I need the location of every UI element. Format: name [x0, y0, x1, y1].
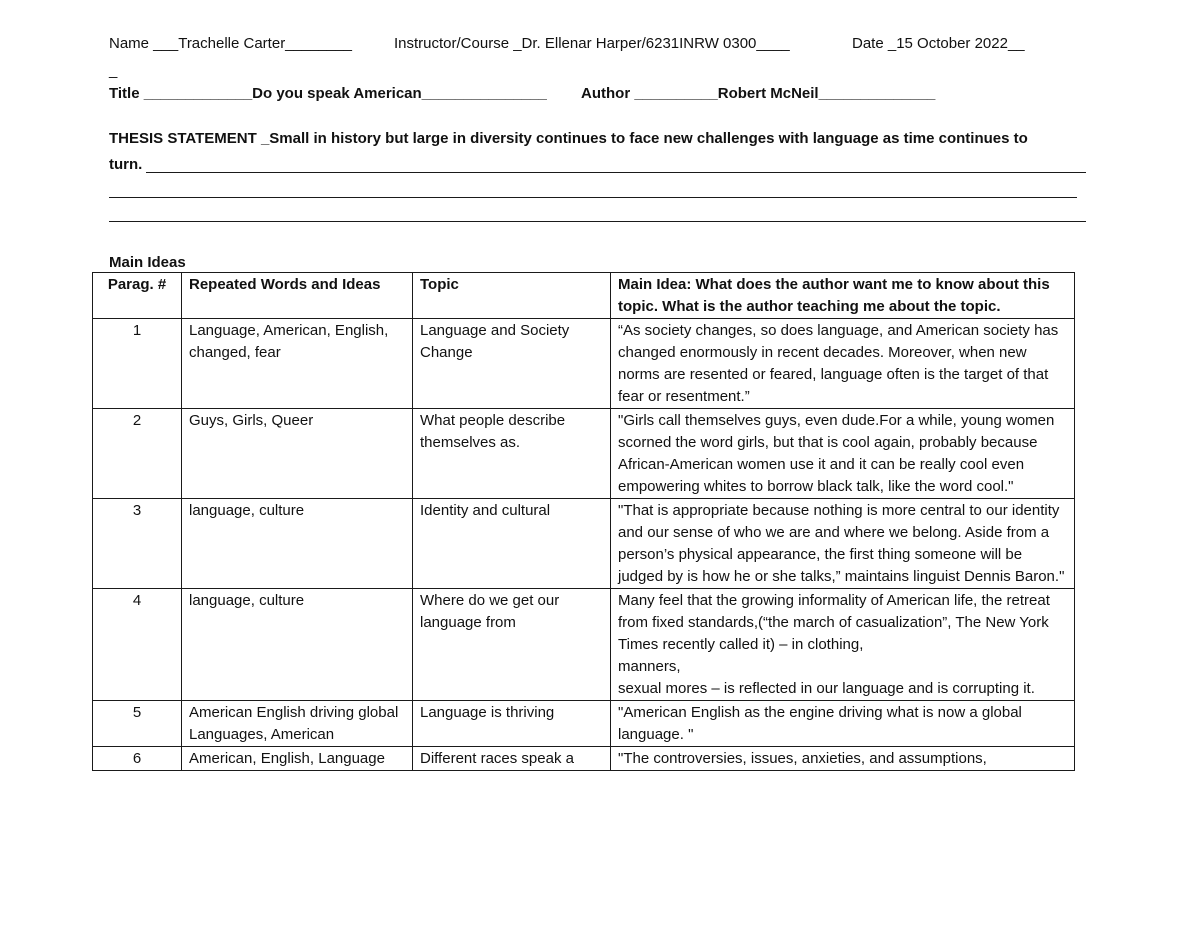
header-repeated-words: Repeated Words and Ideas	[182, 273, 413, 319]
table-row	[93, 499, 1075, 589]
row-topic: What people describe themselves as.	[413, 409, 611, 499]
header-paragraph: Parag. #	[93, 273, 182, 319]
row-number: 3	[93, 499, 182, 589]
row-main-idea: “As society changes, so does language, and American society has changed enormously in recent decades. Moreover, when new norms are resented or feared, language often is the target of that fear or resentment.”	[611, 319, 1075, 409]
header-main-idea: Main Idea: What does the author want me to know about this topic. What is the author teaching me about the topic.	[611, 273, 1075, 319]
table-header-row	[93, 273, 1075, 319]
table-row	[93, 409, 1075, 499]
thesis-statement: THESIS STATEMENT _Small in history but large in diversity continues to face new challenges with language as time continues to	[109, 130, 1028, 147]
row-number: 1	[93, 319, 182, 409]
table-row	[93, 589, 1075, 701]
row-number: 5	[93, 701, 182, 747]
instructor-course-field: Instructor/Course _Dr. Ellenar Harper/6231INRW 0300____	[394, 35, 790, 52]
table-row	[93, 701, 1075, 747]
row-topic: Where do we get our language from	[413, 589, 611, 701]
row-topic: Language and Society Change	[413, 319, 611, 409]
row-main-idea: "The controversies, issues, anxieties, and assumptions,	[611, 747, 1075, 771]
table-row	[93, 747, 1075, 771]
row-main-idea: Many feel that the growing informality of American life, the retreat from fixed standards,(“the march of casualization”, The New York Times recently called it) – in clothing, manners, sexual mores – is reflected in our language and is corrupting it.	[611, 589, 1075, 701]
row-number: 4	[93, 589, 182, 701]
row-main-idea: "That is appropriate because nothing is more central to our identity and our sense of who we are and where we belong. Aside from a person’s physical appearance, the first thing someone will be judged by is how he or she talks,” maintains linguist Dennis Baron."	[611, 499, 1075, 589]
row-repeated-words: American English driving global Languages, American	[182, 701, 413, 747]
row-main-idea: "American English as the engine driving what is now a global language. "	[611, 701, 1075, 747]
row-topic: Language is thriving	[413, 701, 611, 747]
main-ideas-table	[92, 272, 1075, 771]
row-main-idea: "Girls call themselves guys, even dude.For a while, young women scorned the word girls, but that is cool again, probably because African-American women use it and it can be really cool even empowering whites to borrow black talk, like the word cool."	[611, 409, 1075, 499]
title-field: Title _____________Do you speak American_______________	[109, 85, 547, 102]
row-topic: Different races speak a	[413, 747, 611, 771]
thesis-rule-3	[109, 221, 1086, 222]
name-field: Name ___Trachelle Carter________	[109, 35, 352, 52]
date-field: Date _15 October 2022__	[852, 35, 1025, 52]
main-ideas-label: Main Ideas	[109, 254, 186, 271]
thesis-rule-2	[109, 197, 1077, 198]
thesis-statement-continued: turn.	[109, 156, 143, 173]
overflow-underscore: _	[109, 62, 118, 79]
row-number: 6	[93, 747, 182, 771]
row-repeated-words: American, English, Language	[182, 747, 413, 771]
row-repeated-words: Language, American, English, changed, fear	[182, 319, 413, 409]
row-repeated-words: Guys, Girls, Queer	[182, 409, 413, 499]
row-number: 2	[93, 409, 182, 499]
thesis-rule-1	[146, 172, 1086, 173]
row-repeated-words: language, culture	[182, 589, 413, 701]
table-row	[93, 319, 1075, 409]
header-topic: Topic	[413, 273, 611, 319]
row-repeated-words: language, culture	[182, 499, 413, 589]
author-field: Author __________Robert McNeil______________	[581, 85, 936, 102]
row-topic: Identity and cultural	[413, 499, 611, 589]
